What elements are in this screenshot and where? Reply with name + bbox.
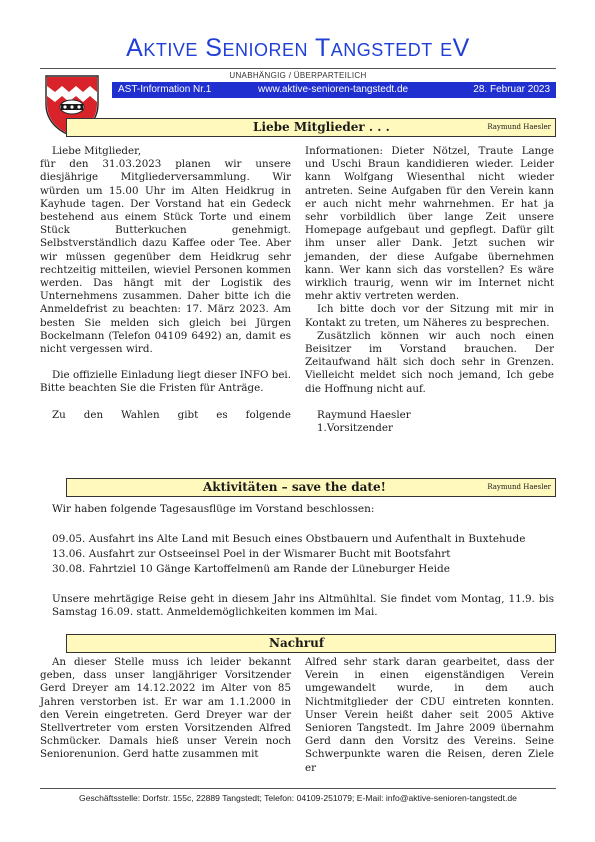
members-right-column bbox=[305, 145, 554, 435]
section-title: Liebe Mitglieder . . . bbox=[253, 120, 390, 134]
trip-item: 13.06. Ausfahrt zur Ostseeinsel Poel in der Wismarer Bucht mit Bootsfahrt bbox=[52, 548, 451, 560]
members-left-column bbox=[40, 145, 291, 422]
paragraph: Liebe Mitglieder, bbox=[52, 145, 142, 157]
section-title: Nachruf bbox=[269, 636, 324, 650]
section-author: Raymund Haesler bbox=[487, 483, 551, 491]
paragraph: Ich bitte doch vor der Sitzung mit mir in Kontakt zu treten, um Näheres zu besprechen. bbox=[305, 303, 554, 329]
footer-contact: Geschäftsstelle: Dorfstr. 155c, 22889 Tangstedt; Telefon: 04109-251079; E-Mail: info@aktive-senioren-tangstedt.de bbox=[79, 793, 517, 803]
section-header-activities bbox=[66, 478, 556, 497]
trips-intro: Wir haben folgende Tagesausflüge im Vorstand beschlossen: bbox=[52, 503, 375, 515]
paragraph: Zusätzlich können wir auch noch einen Beisitzer im Vorstand brauchen. Der Zeitaufwand hält sich doch sehr in Grenzen. Vielleicht meldet sich noch jemand, Ich gebe die Hoffnung nicht auf. bbox=[305, 329, 554, 395]
issue-date: 28. Februar 2023 bbox=[473, 84, 550, 95]
section-author: Raymund Haesler bbox=[487, 123, 551, 131]
paragraph: An dieser Stelle muss ich leider bekannt geben, dass unser langjähriger Vorsitzender Gerd Dreyer am 14.12.2022 im Alter von 85 Jahren verstorben ist. Er war am 1.1.2000 in den Verein eingetreten. Gerd Dreyer war der Stellvertreter vom ersten Vorsitzenden Alfred Schmücker. Damals hieß unser Verein noch Seniorenunion. Gerd hatte zusammen mit bbox=[40, 656, 291, 761]
footer-rule bbox=[40, 788, 556, 789]
section-header-obituary bbox=[66, 634, 556, 653]
issue-number: AST-Information Nr.1 bbox=[118, 84, 212, 95]
paragraph: für den 31.03.2023 planen wir unsere diesjährige Mitgliederversammlung. Wir würden um 15.00 Uhr im Alten Heidkrug in Kayhude tagen. Der Vorstand hat ein Gedeck bestehend aus einem Stück Torte und einem Stück Butterkuchen genehmigt. Selbstverständlich dazu Kaffee oder Tee. Aber wir müssen gegenüber dem Heidkrug sehr rechtzeitig mitteilen, wieviel Personen kommen werden. Das hängt mit der Logistik des Unternehmens zusammen. Daher bitte ich die Anmeldefrist zu beachten: 17. März 2023. Am besten Sie melden sich gleich bei Jürgen Bockelmann (Telefon 04109 6492) an, damit es nicht vergessen wird. bbox=[40, 158, 291, 356]
website-link[interactable]: www.aktive-senioren-tangstedt.de bbox=[258, 84, 409, 95]
section-title: Aktivitäten – save the date! bbox=[203, 480, 386, 494]
trip-item: 09.05. Ausfahrt ins Alte Land mit Besuch eines Obstbauern und Aufenthalt in Buxtehude bbox=[52, 533, 526, 545]
newsletter-title: Aktive Senioren Tangstedt eV bbox=[126, 34, 470, 62]
newsletter-subtitle: UNABHÄNGIG / ÜBERPARTEILICH bbox=[229, 71, 367, 80]
trip-item: 30.08. Fahrtziel 10 Gänge Kartoffelmenü am Rande der Lüneburger Heide bbox=[52, 563, 450, 575]
issue-bar bbox=[112, 82, 556, 98]
paragraph: Informationen: Dieter Nötzel, Traute Lange und Uschi Braun kandidieren wieder. Leider kann Wolfgang Wiesenthal nicht wieder antreten. Seine Aufgaben für den Verein kann er auch nicht mehr wahrnehmen. Er hat ja sehr vorbildlich über lange Zeit unsere Homepage aufgebaut und gepflegt. Dafür gilt ihm unser aller Dank. Jetzt suchen wir jemanden, der diese Aufgabe übernehmen kann. Wer kann sich das vorstellen? Es wäre wirklich traurig, wenn wir im Internet nicht mehr aktiv vertreten werden. bbox=[305, 145, 554, 303]
obituary-right-column bbox=[305, 656, 554, 775]
trips-outro: Unsere mehrtägige Reise geht in diesem Jahr ins Altmühltal. Sie findet vom Montag, 11.9. bis Samstag 16.09. statt. Anmeldemöglichkeiten kommen im Mai. bbox=[52, 593, 554, 619]
paragraph: Die offizielle Einladung liegt dieser INFO bei. Bitte beachten Sie die Fristen für Anträge. bbox=[40, 369, 291, 395]
header-rule bbox=[40, 68, 556, 69]
paragraph: Alfred sehr stark daran gearbeitet, dass der Verein in einen eigenständigen Verein umgewandelt wurde, in dem auch Nichtmitglieder der CDU eintreten konnten. Unser Verein heißt daher seit 2005 Aktive Senioren Tangstedt. Im Jahre 2009 übernahm Gerd dann den Vorsitz des Vereins. Seine Schwerpunkte waren die Reisen, deren Ziele er bbox=[305, 656, 554, 774]
signature-role: 1.Vorsitzender bbox=[317, 422, 393, 435]
signature-name: Raymund Haesler bbox=[317, 408, 411, 421]
paragraph: Zu den Wahlen gibt es folgende bbox=[52, 408, 291, 421]
obituary-left-column bbox=[40, 656, 291, 762]
section-header-members bbox=[66, 118, 556, 137]
